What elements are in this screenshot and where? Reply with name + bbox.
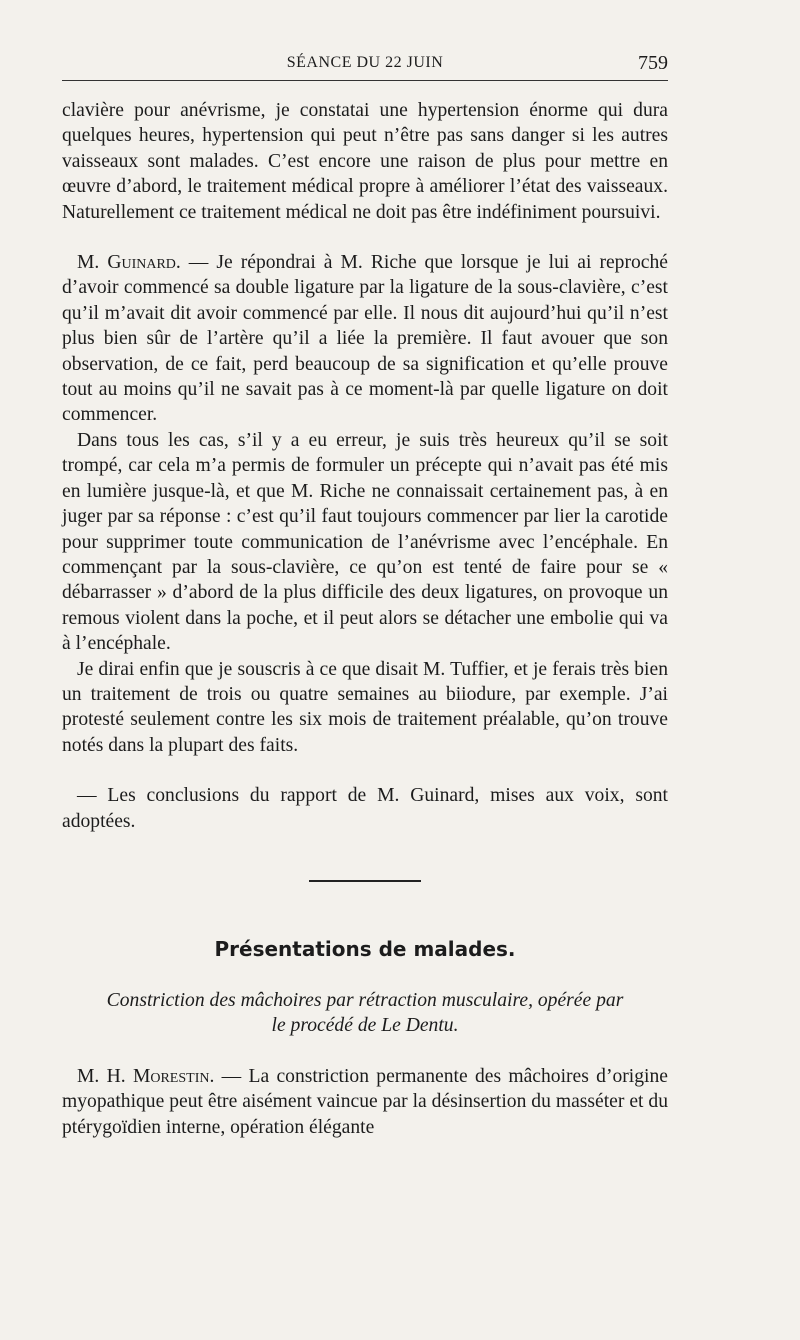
paragraph-morestin [62,1064,668,1140]
running-header [62,50,668,81]
section-divider [309,880,421,882]
subtitle-line: Constriction des mâchoires par rétraction musculaire, opérée par [106,989,624,1011]
paragraph: Dans tous les cas, s’il y a eu erreur, je suis très heureux qu’il se soit trompé, car cela m’a permis de formuler un précepte qui n’avait pas été mis en lumière jusque-là, et que M. Riche ne connaissait certainement pas, à en juger par sa réponse : c’est qu’il faut toujours commencer par lier la carotide pour supprimer toute communication de l’anévrisme avec l’encéphale. En commençant par la sous-clavière, ce qu’on est tenté de faire pour se « débarrasser » d’abord de la plus difficile des deux ligatures, on provoque un remous violent dans la poche, et il peut alors se détacher une embolie qui va à l’encéphale. [62,429,668,655]
body-text [62,98,668,1140]
paragraph-text: — La constriction permanente des mâchoires d’origine myopathique peut être aisément vaincue par la désinsertion du masséter et du ptérygoïdien interne, opération élégante [62,1065,668,1138]
section-title: Présentations de malades. [214,936,516,961]
paragraph-conclusions: — Les conclusions du rapport de M. Guinard, mises aux voix, sont adoptées. [62,785,668,832]
subtitle-line: le procédé de Le Dentu. [271,1015,459,1037]
article-subtitle [62,988,668,1039]
paragraph-guinard-reply [62,250,668,428]
running-title: SÉANCE DU 22 JUIN [286,54,444,71]
paragraph-continuation: clavière pour anévrisme, je constatai une hypertension énorme qui dura quelques heures, hypertension qui peut n’être pas sans danger si les autres vaisseaux sont malades. C’est encore une raison de plus pour mettre en œuvre d’abord, le traitement médical propre à améliorer l’état des vaisseaux. Naturellement ce traitement médical ne doit pas être indéfiniment poursuivi. [62,100,668,223]
page-number: 759 [638,52,668,74]
speaker-name: M. H. Morestin. [77,1065,215,1087]
speaker-name: M. Guinard. [77,252,181,274]
paragraph: Je dirai enfin que je souscris à ce que disait M. Tuffier, et je ferais très bien un traitement de trois ou quatre semaines au biiodure, par exemple. J’ai protesté seulement contre les six mois de traitement préalable, qu’on trouve notés dans la plupart des faits. [62,658,668,756]
paragraph-text: — Je répondrai à M. Riche que lorsque je lui ai reproché d’avoir commencé sa double ligature par la ligature de la sous-clavière, c’est qu’il m’avait dit avoir commencé par elle. Il nous dit aujourd’hui qu’il n’est plus bien sûr de l’artère qu’il a liée la première. Il faut avouer que son observation, de ce fait, perd beaucoup de sa signification et qu’elle prouve tout au moins qu’il ne savait pas à ce moment-là par quelle ligature on doit commencer. [62,252,668,426]
